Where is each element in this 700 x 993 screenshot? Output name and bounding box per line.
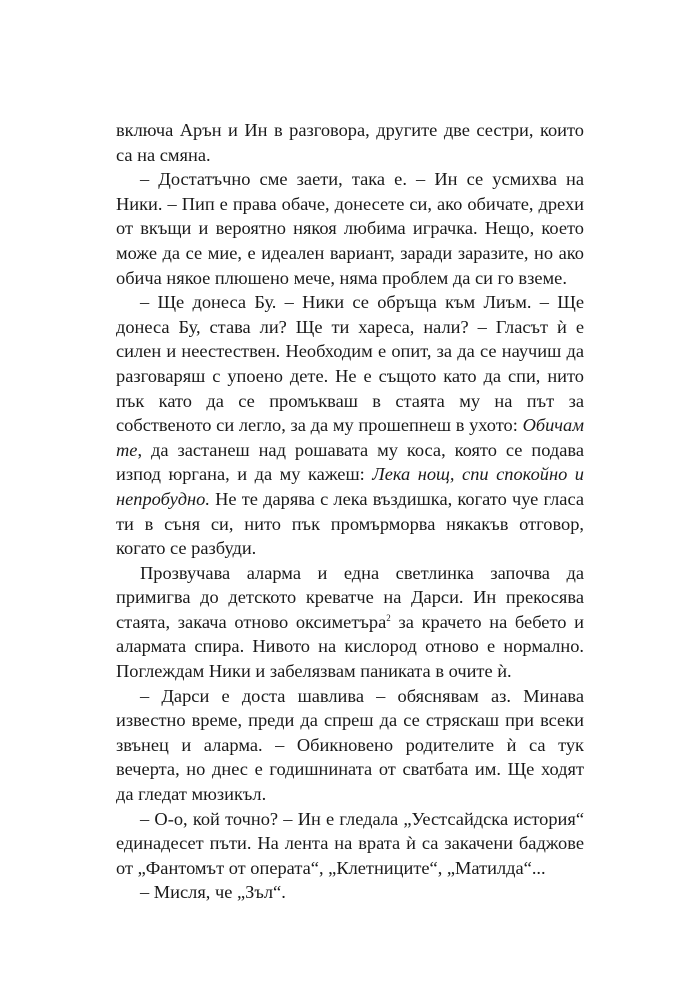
text-segment: , да застанеш над рошавата му коса, която се подава изпод юргана, и да му кажеш: [116, 439, 584, 485]
text-segment: за крачето на бебето и алармата спира. Нивото на кислород отново е нормално. Поглеждам Ники и забелязвам паниката в очите ѝ. [116, 611, 585, 682]
text-segment: включа Арън и Ин в разговора, другите две сестри, които са на смяна. [116, 120, 584, 165]
text-segment: – Мисля, че „Зъл“. [140, 882, 286, 903]
italic-text: Лека нощ, спи спокойно и непробудно. [116, 464, 584, 509]
paragraph [116, 684, 584, 807]
text-segment: Не те дарява с лека въздишка, когато чуе гласа ти в съня си, нито пък промърморва някакъв отговор, когато се разбуди. [116, 488, 584, 559]
italic-text: Обичам те [116, 415, 584, 460]
paragraph [116, 807, 584, 881]
text-segment: Прозвучава аларма и една светлинка започва да примигва до детското креватче на Дарси. Ин прекосява стаята, закача отново оксиметъра [116, 562, 584, 632]
paragraph [116, 290, 584, 561]
book-page [116, 118, 584, 905]
text-segment: – Дарси е доста шавлива – обяснявам аз. Минава известно време, преди да спреш да се стряскаш при всеки звънец и аларма. – Обикновено родителите ѝ са тук вечерта, но днес е годишнината от сватбата им. Ще ходят да гледат мюзикъл. [116, 685, 584, 805]
footnote-marker: 2 [386, 612, 391, 623]
text-segment: – Ще донеса Бу. – Ники се обръща към Лиъм. – Ще донеса Бу, става ли? Ще ти хареса, нали? – Гласът ѝ е силен и неестествен. Необходим е опит, за да се научиш да разговаряш с упоено дете. Не е същото като да спи, нито пък като да се промъкваш в стаята му на път за собственото си легло, за да му прошепнеш в ухото: [116, 292, 584, 436]
paragraph [116, 118, 584, 167]
text-segment: – О-о, кой точно? – Ин е гледала „Уестсайдска история“ единадесет пъти. На лента на врата ѝ са закачени баджове от „Фантомът от операта“, „Клетниците“, „Матилда“... [116, 808, 584, 878]
paragraph [116, 880, 584, 905]
paragraph [116, 167, 584, 290]
text-segment: – Достатъчно сме заети, така е. – Ин се усмихва на Ники. – Пип е права обаче, донесете си, ако обичате, дрехи от вкъщи и вероятно някоя любима играчка. Нещо, което може да се мие, е идеален вариант, заради заразите, но ако обича някое плюшено мече, няма проблем да си го вземе. [116, 169, 584, 288]
paragraph [116, 561, 584, 684]
